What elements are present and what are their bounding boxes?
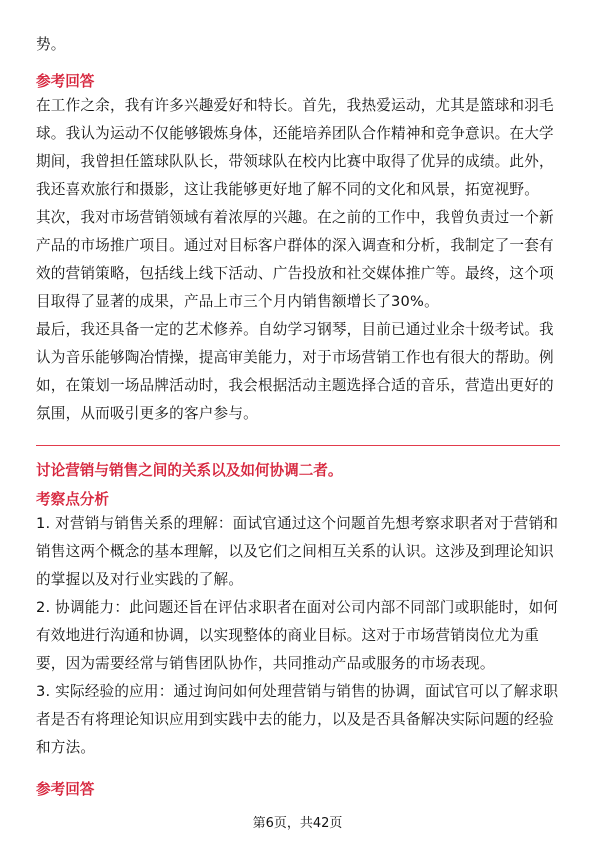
answer-paragraph: 在工作之余，我有许多兴趣爱好和特长。首先，我热爱运动，尤其是篮球和羽毛球。我认为运动不仅能够锻炼身体，还能培养团队合作精神和竞争意识。在大学期间，我曾担任篮球队队长，带领球队在校内比赛中取得了优异的成绩。此外，我还喜欢旅行和摄影，这让我能够更好地了解不同的文化和风景，拓宽视野。 (36, 97, 554, 198)
answer-label: 参考回答 (36, 781, 95, 798)
analysis-body (36, 510, 560, 762)
analysis-point: 2. 协调能力：此问题还旨在评估求职者在面对公司内部不同部门或职能时，如何有效地进行沟通和协调，以实现整体的商业目标。这对于市场营销岗位尤为重要，因为需要经常与销售团队协作，共同推动产品或服务的市场表现。 (36, 599, 559, 672)
section-divider (36, 445, 560, 446)
lead-text: 势。 (36, 36, 66, 53)
page-indicator: 第6页，共42页 (252, 816, 343, 831)
analysis-point: 3. 实际经验的应用：通过询问如何处理营销与销售的协调，面试官可以了解求职者是否有将理论知识应用到实践中去的能力，以及是否具备解决实际问题的经验和方法。 (36, 683, 559, 756)
answer-body (36, 92, 560, 428)
answer-paragraph: 其次，我对市场营销领域有着浓厚的兴趣。在之前的工作中，我曾负责过一个新产品的市场推广项目。通过对目标客户群体的深入调查和分析，我制定了一套有效的营销策略，包括线上线下活动、广告投放和社交媒体推广等。最终，这个项目取得了显著的成果，产品上市三个月内销售额增长了30%。 (36, 209, 554, 310)
question-title: 讨论营销与销售之间的关系以及如何协调二者。 (36, 462, 343, 479)
analysis-label: 考察点分析 (36, 491, 109, 508)
answer-paragraph: 最后，我还具备一定的艺术修养。自幼学习钢琴，目前已通过业余十级考试。我认为音乐能够陶冶情操，提高审美能力，对于市场营销工作也有很大的帮助。例如，在策划一场品牌活动时，我会根据活动主题选择合适的音乐，营造出更好的氛围，从而吸引更多的客户参与。 (36, 321, 554, 422)
answer-label: 参考回答 (36, 73, 95, 90)
analysis-point: 1. 对营销与销售关系的理解：面试官通过这个问题首先想考察求职者对于营销和销售这两个概念的基本理解，以及它们之间相互关系的认识。这涉及到理论知识的掌握以及对行业实践的了解。 (36, 515, 559, 588)
